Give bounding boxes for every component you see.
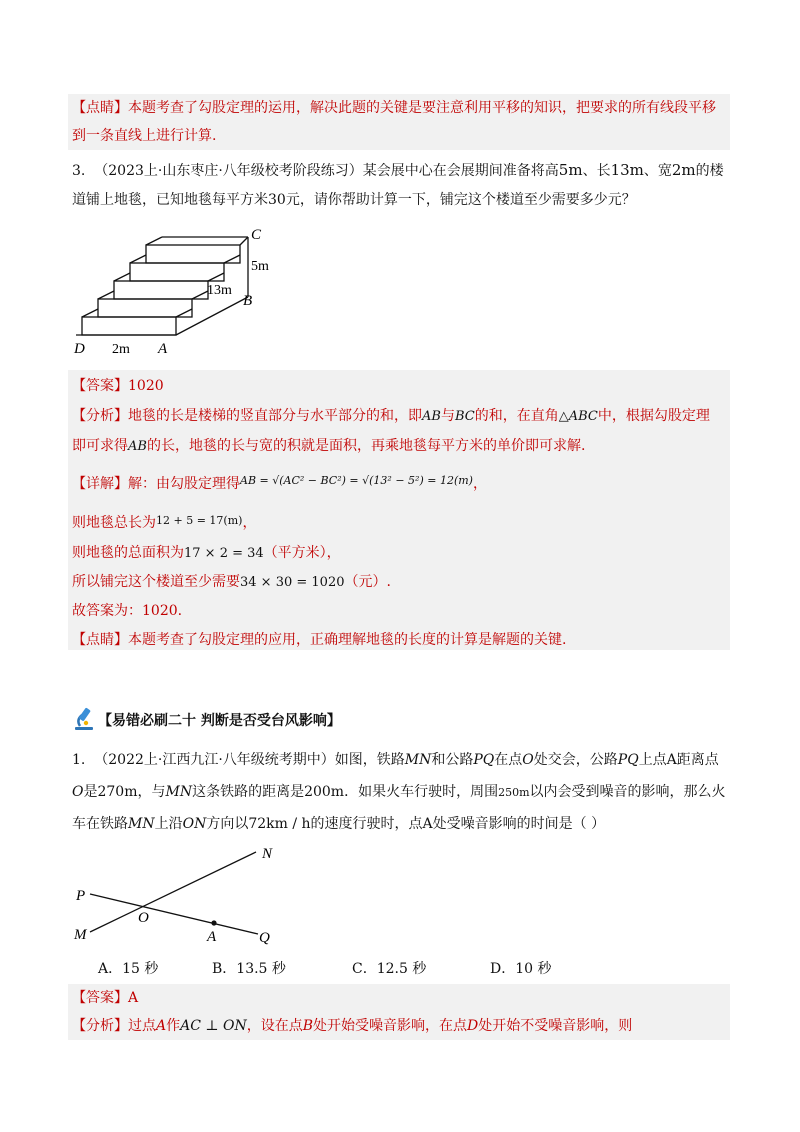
label-M: M [74, 927, 87, 943]
option-c[interactable]: C．12.5 秒 [352, 961, 427, 977]
question-3-line-1: 3. （2023上·山东枣庄·八年级校考阶段练习）某会展中心在会展期间准备将高5m、长13m、宽2m的楼 [72, 161, 724, 179]
label-A: A [158, 341, 168, 357]
label-O: O [138, 910, 149, 926]
label-P: P [76, 888, 86, 904]
note-line-1: 【点睛】本题考查了勾股定理的运用，解决此题的关键是要注意利用平移的知识，把要求的所有线段平移 [72, 100, 716, 116]
line-MN [90, 852, 256, 932]
detail-3-line-2: 则地毯总长为$^{12 + 5 = 17(m)}$， [72, 514, 257, 531]
detail-3-line-5: 故答案为：1020. [72, 603, 183, 619]
label-D: D [74, 341, 85, 357]
answer-3: 【答案】1020 [72, 378, 164, 394]
option-b[interactable]: B．13.5 秒 [212, 961, 286, 977]
label-5m: 5m [251, 259, 269, 274]
question-1-line-1: 1. （2022上·江西九江·八年级统考期中）如图，铁路MN和公路PQ在点O处交会，公路PQ上点A距离点 [72, 752, 719, 768]
note-3: 【点睛】本题考查了勾股定理的应用，正确理解地毯的长度的计算是解题的关键. [72, 632, 567, 648]
option-d[interactable]: D．10 秒 [490, 961, 552, 977]
analysis-1-line-1: 【分析】过点A作AC ⊥ ON，设在点B处开始受噪音影响，在点D处开始不受噪音影响，则 [72, 1018, 633, 1034]
label-Q: Q [259, 930, 270, 946]
step-3 [114, 281, 208, 299]
note-tag: 【点睛】 [72, 100, 128, 116]
detail-3-line-4: 所以铺完这个楼道至少需要34 × 30 = 1020（元）. [72, 574, 391, 590]
detail-3-line-3: 则地毯的总面积为17 × 2 = 34（平方米）， [72, 545, 341, 561]
label-2m: 2m [112, 342, 130, 357]
label-B: B [243, 293, 253, 309]
analysis-3-line-1: 【分析】地毯的长是楼梯的竖直部分与水平部分的和，即AB与BC的和，在直角△ABC中，根据勾股定理 [72, 408, 710, 424]
step-4 [130, 263, 224, 281]
section-title: 【易错必刷二十 判断是否受台风影响】 [98, 713, 341, 729]
label-N: N [262, 846, 273, 862]
detail-3-line-1: 【详解】解：由勾股定理得$^{AB = √(AC^2 - BC^2) = √(13^2 - 5^2) = 12(m)}$， [72, 474, 487, 492]
label-C: C [251, 227, 262, 243]
microscope-icon [72, 706, 98, 732]
stair-figure [70, 222, 290, 362]
answer-1: 【答案】A [72, 990, 139, 1006]
rail-road-figure [66, 842, 286, 952]
step-5 [146, 245, 240, 263]
step-1 [82, 317, 176, 335]
question-3-line-2: 道铺上地毯，已知地毯每平方米30元，请你帮助计算一下，铺完这个楼道至少需要多少元？ [72, 192, 636, 208]
point-A [211, 920, 216, 925]
label-A: A [207, 929, 217, 945]
step-2 [98, 299, 192, 317]
line-PQ [90, 894, 258, 934]
analysis-3-line-2: 即可求得AB的长，地毯的长与宽的积就是面积，再乘地毯每平方米的单价即可求解. [72, 438, 586, 454]
option-a[interactable]: A．15 秒 [98, 961, 159, 977]
question-1-line-2: O是270m，与MN这条铁路的距离是200m．如果火车行驶时，周围250m以内会受到噪音的影响，那么火 [72, 784, 726, 800]
label-13m: 13m [207, 283, 232, 298]
note-line-2: 到一条直线上进行计算. [72, 128, 217, 144]
question-1-line-3: 车在铁路MN上沿ON方向以72km / h的速度行驶时，点A处受噪音影响的时间是（ ） [72, 816, 606, 832]
